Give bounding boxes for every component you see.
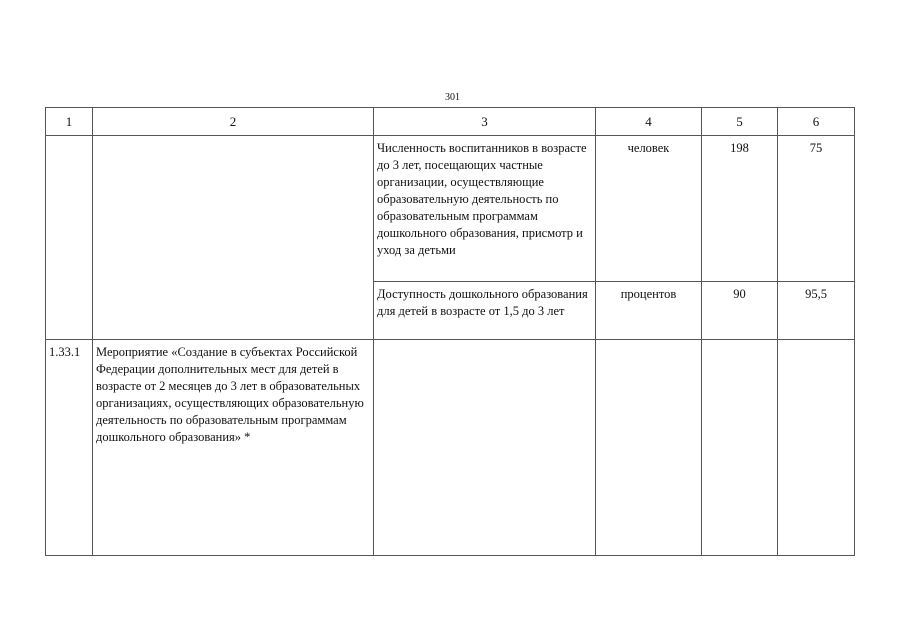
indicator-cell: Численность воспитанников в возрасте до 3 лет, посещающих частные организации, осуществляющие образовательную деятельность по образовательным программам дошкольного образования, присмотр и уход за детьми: [374, 136, 596, 282]
column-header: 2: [93, 108, 374, 136]
column-header: 6: [778, 108, 855, 136]
column-header: 1: [46, 108, 93, 136]
unit-cell: [596, 340, 702, 556]
column-header: 4: [596, 108, 702, 136]
value-cell: [778, 340, 855, 556]
value-cell: 198: [702, 136, 778, 282]
page-number: 301: [445, 92, 460, 103]
column-header: 5: [702, 108, 778, 136]
value-cell: [702, 340, 778, 556]
table-row: [46, 340, 855, 556]
table-header-row: [46, 108, 855, 136]
row-number-cell: [46, 136, 93, 340]
value-cell: 90: [702, 282, 778, 340]
indicator-cell: [374, 340, 596, 556]
row-number-cell: 1.33.1: [46, 340, 93, 556]
unit-cell: человек: [596, 136, 702, 282]
unit-cell: процентов: [596, 282, 702, 340]
column-header: 3: [374, 108, 596, 136]
measure-name-cell: Мероприятие «Создание в субъектах Российской Федерации дополнительных мест для детей в возрасте от 2 месяцев до 3 лет в образовательных организациях, осуществляющих образовательную деятельность по образовательным программам дошкольного образования» *: [93, 340, 374, 556]
value-cell: 95,5: [778, 282, 855, 340]
measure-name-cell: [93, 136, 374, 340]
indicator-cell: Доступность дошкольного образования для детей в возрасте от 1,5 до 3 лет: [374, 282, 596, 340]
value-cell: 75: [778, 136, 855, 282]
table-row: [46, 136, 855, 282]
data-table: [45, 107, 855, 556]
